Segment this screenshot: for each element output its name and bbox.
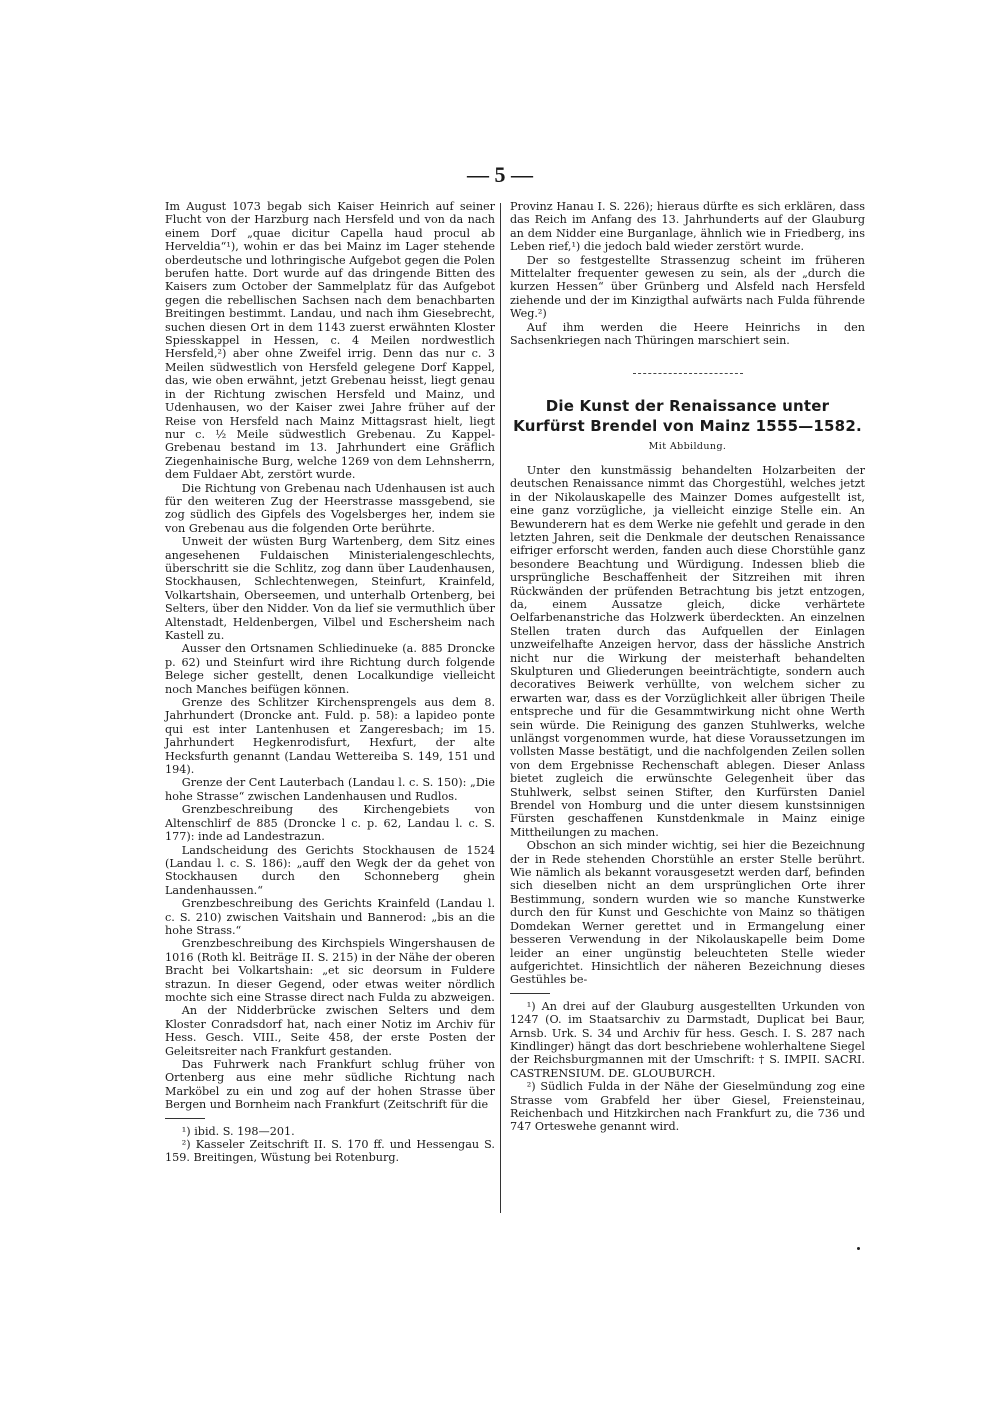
paragraph: Der so festgestellte Strassenzug scheint im früheren Mittelalter frequenter gewesen zu sein, als der „durch die kurzen Hessen“ über Grünberg und Alsfeld nach Hersfeld ziehende und der im Kinzigthal aufwärts nach Fulda führende Weg.²) xyxy=(510,253,865,321)
paragraph: An der Nidderbrücke zwischen Selters und dem Kloster Conradsdorf hat, nach einer Notiz im Archiv für Hess. Gesch. VIII., Seite 458, der erste Posten der Geleitsreiter nach Frankfurt gestanden. xyxy=(165,1004,495,1058)
paragraph: Das Fuhrwerk nach Frankfurt schlug früher von Ortenberg aus eine mehr südliche Richtung nach Marköbel zu ein und zog auf der hohen Strasse über Bergen und Bornheim nach Frankfurt (Zeitschrift für die xyxy=(165,1058,495,1112)
paragraph: Die Richtung von Grebenau nach Udenhausen ist auch für den weiteren Zug der Heerstrasse massgebend, sie zog südlich des Gipfels des Vogelsberges her, indem sie von Grebenau aus die folgenden Orte berührte. xyxy=(165,481,495,535)
paragraph: Unter den kunstmässig behandelten Holzarbeiten der deutschen Renaissance nimmt das Chorgestühl, welches jetzt in der Nikolauskapelle des Mainzer Domes aufgestellt ist, eine ganz vorzügliche, ja vielleicht einzige Stelle ein. An Bewunderern hat es dem Werke nie gefehlt und gerade in den letzten Jahren, seit die Denkmale der deutschen Renaissance eifriger erforscht werden, fanden auch diese Chorstühle ganz besondere Beachtung und Würdigung. Indessen blieb die ursprüngliche Beschaffenheit der Sitzreihen mit ihren Rückwänden der prüfenden Betrachtung bis jetzt entzogen, da, einem Aussatze gleich, dicke verhärtete Oelfarbenanstriche das Holzwerk überdeckten. An einzelnen Stellen traten durch das Aufquellen der Einlagen unzweifelhafte Anzeigen hervor, dass der hässliche Anstrich nicht nur die Wirkung der meisterhaft behandelten Skulpturen und Gliederungen beeinträchtigte, sondern auch decoratives Beiwerk verhüllte, von welchem sicher zu erwarten war, dass es der Vorzüglichkeit aller übrigen Theile entspreche und für die Gesammtwirkung nicht ohne Werth sein würde. Die Reinigung des ganzen Stuhlwerks, welche unlängst vorgenommen wurde, hat diese Voraussetzungen im vollsten Masse bestätigt, und die nachfolgenden Zeilen sollen von dem Ergebnisse Rechenschaft ablegen. Dieser Anlass bietet zugleich die erwünschte Gelegenheit über das Stuhlwerk, selbst seinen Stifter, den Kurfürsten Daniel Brendel von Homburg und die unter diesem kunstsinnigen Fürsten geschaffenen Kunstdenkmale in Mainz einige Mittheilungen zu machen. xyxy=(510,463,865,839)
paragraph: Unweit der wüsten Burg Wartenberg, dem Sitz eines angesehenen Fuldaischen Ministerialengeschlechts, überschritt sie die Schlitz, zog dann über Laudenhausen, Stockhausen, Schlechtenwegen, Steinfurt, Krainfeld, Volkartshain, Oberseemen, und unterhalb Ortenberg, bei Selters, über den Nidder. Von da lief sie vermuthlich über Altenstadt, Heldenbergen, Vilbel und Eschersheim nach Kastell zu. xyxy=(165,535,495,642)
right-footnotes xyxy=(510,1000,865,1134)
paragraph: Obschon an sich minder wichtig, sei hier die Bezeichnung der in Rede stehenden Chorstühle an erster Stelle berührt. Wie nämlich als bekannt vorausgesetzt werden darf, befinden sich dieselben nicht an dem ursprünglichen Orte ihrer Bestimmung, sondern wurden wie so manche Kunstwerke durch den für Kunst und Geschichte von Mainz so thätigen Domdekan Werner gerettet und in Ermangelung einer besseren Verwendung in der Nikolauskapelle beim Dome leider an einer ungünstig beleuchteten Stelle wieder aufgerichtet. Hinsichtlich der näheren Bezeichnung dieses Gestühles be- xyxy=(510,839,865,987)
footnote: ¹) An drei auf der Glauburg ausgestellten Urkunden von 1247 (O. im Staatsarchiv zu Darmstadt, Duplicat bei Baur, Arnsb. Urk. S. 34 und Archiv für hess. Gesch. I. S. 287 nach Kindlinger) hängt das dort beschriebene wohlerhaltene Siegel der Reichsburgmannen mit der Umschrift: † S. IMPII. SACRI. CASTRENSIUM. DE. GLOUBURCH. xyxy=(510,999,865,1080)
footnote: ²) Kasseler Zeitschrift II. S. 170 ff. und Hessengau S. 159. Breitingen, Wüstung bei Rotenburg. xyxy=(165,1138,495,1165)
page-number: — 5 — xyxy=(467,162,533,187)
paragraph: Grenzbeschreibung des Kirchspiels Wingershausen de 1016 (Roth kl. Beiträge II. S. 215) in der Nähe der oberen Bracht bei Volkartshain: „et sic deorsum in Fuldere strazun. In dieser Gegend, oder etwas weiter nördlich mochte sich eine Strasse direct nach Fulda zu abzweigen. xyxy=(165,937,495,1004)
left-footnotes xyxy=(165,1125,495,1165)
paragraph: Ausser den Ortsnamen Schliedinueke (a. 885 Droncke p. 62) und Steinfurt wird ihre Richtung durch folgende Belege sicher gestellt, denen Localkundige vielleicht noch Manches beifügen können. xyxy=(165,642,495,696)
section-divider xyxy=(633,373,743,374)
paragraph: Grenze der Cent Lauterbach (Landau l. c. S. 150): „Die hohe Strasse“ zwischen Landenhausen und Rudlos. xyxy=(165,776,495,803)
article-title: Die Kunst der Renaissance unter Kurfürst Brendel von Mainz 1555—1582. xyxy=(513,397,862,436)
paragraph: Im August 1073 begab sich Kaiser Heinrich auf seiner Flucht von der Harzburg nach Hersfeld und von da nach einem Dorf „quae dicitur Capella haud procul ab Herveldia“¹), wohin er das bei Mainz im Lager stehende oberdeutsche und lothringische Aufgebot gegen die Polen berufen hatte. Dort wurde auf das dringende Bitten des Kaisers zum October der Sammelplatz für das Aufgebot gegen die rebellischen Sachsen nach dem benachbarten Breitingen bestimmt. Landau, und nach ihm Giesebrecht, suchen diesen Ort in dem 1143 zuerst erwähnten Kloster Spiesskappel in Hessen, c. 4 Meilen nordwestlich Hersfeld,²) aber ohne Zweifel irrig. Denn das nur c. 3 Meilen südwestlich von Hersfeld gelegene Dorf Kappel, das, wie oben erwähnt, jetzt Grebenau heisst, liegt genau in der Richtung zwischen Hersfeld und Mainz, und Udenhausen, wo der Kaiser zwei Jahre früher auf der Reise von Hersfeld nach Mainz Mittagsrast hielt, liegt nur c. ½ Meile südwestlich Grebenau. Zu Kappel-Grebenau bestand im 13. Jahrhundert eine Gräflich Ziegenhainische Burg, welche 1269 von dem Lehnsherrn, dem Fuldaer Abt, zerstört wurde. xyxy=(165,200,495,482)
footnote: ²) Südlich Fulda in der Nähe der Gieselmündung zog eine Strasse vom Grabfeld her über Giesel, Freiensteinau, Reichenbach und Hitzkirchen nach Frankfurt zu, die 736 und 747 Orteswehe genannt wird. xyxy=(510,1080,865,1134)
paragraph: Landscheidung des Gerichts Stockhausen de 1524 (Landau l. c. S. 186): „auff den Wegk der da gehet von Stockhausen durch den Schonneberg ghein Landenhaussen.“ xyxy=(165,843,495,897)
right-column xyxy=(510,200,865,1134)
paragraph: Grenze des Schlitzer Kirchensprengels aus dem 8. Jahrhundert (Droncke ant. Fuld. p. 58): a lapideo ponte qui est inter Lantenhusen et Zangeresbach; im 15. Jahrhundert Hegkenrodisfurt, Hexfurt, der alte Hecksfurth genannt (Landau Wettereiba S. 149, 151 und 194). xyxy=(165,696,495,777)
footnote-separator xyxy=(165,1118,205,1119)
paragraph: Grenzbeschreibung des Kirchengebiets von Altenschlirf de 885 (Droncke l c. p. 62, Landau l. c. S. 177): inde ad Landestrazun. xyxy=(165,803,495,844)
paragraph: Provinz Hanau I. S. 226); hieraus dürfte es sich erklären, dass das Reich im Anfang des 13. Jahrhunderts auf der Glauburg an dem Nidder eine Burganlage, ähnlich wie in Friedberg, ins Leben rief,¹) die jedoch bald wieder zerstört wurde. xyxy=(510,200,865,254)
footnote: ¹) ibid. S. 198—201. xyxy=(181,1124,295,1138)
paragraph: Auf ihm werden die Heere Heinrichs in den Sachsenkriegen nach Thüringen marschiert sein. xyxy=(510,320,865,348)
article-subtitle: Mit Abbildung. xyxy=(648,441,727,453)
column-divider xyxy=(500,203,501,1213)
left-column xyxy=(165,200,495,1165)
paragraph: Grenzbeschreibung des Gerichts Krainfeld (Landau l. c. S. 210) zwischen Vaitshain und Bannerod: „bis an die hohe Strass.“ xyxy=(165,897,495,937)
stray-mark xyxy=(857,1247,860,1250)
footnote-separator xyxy=(510,993,550,994)
